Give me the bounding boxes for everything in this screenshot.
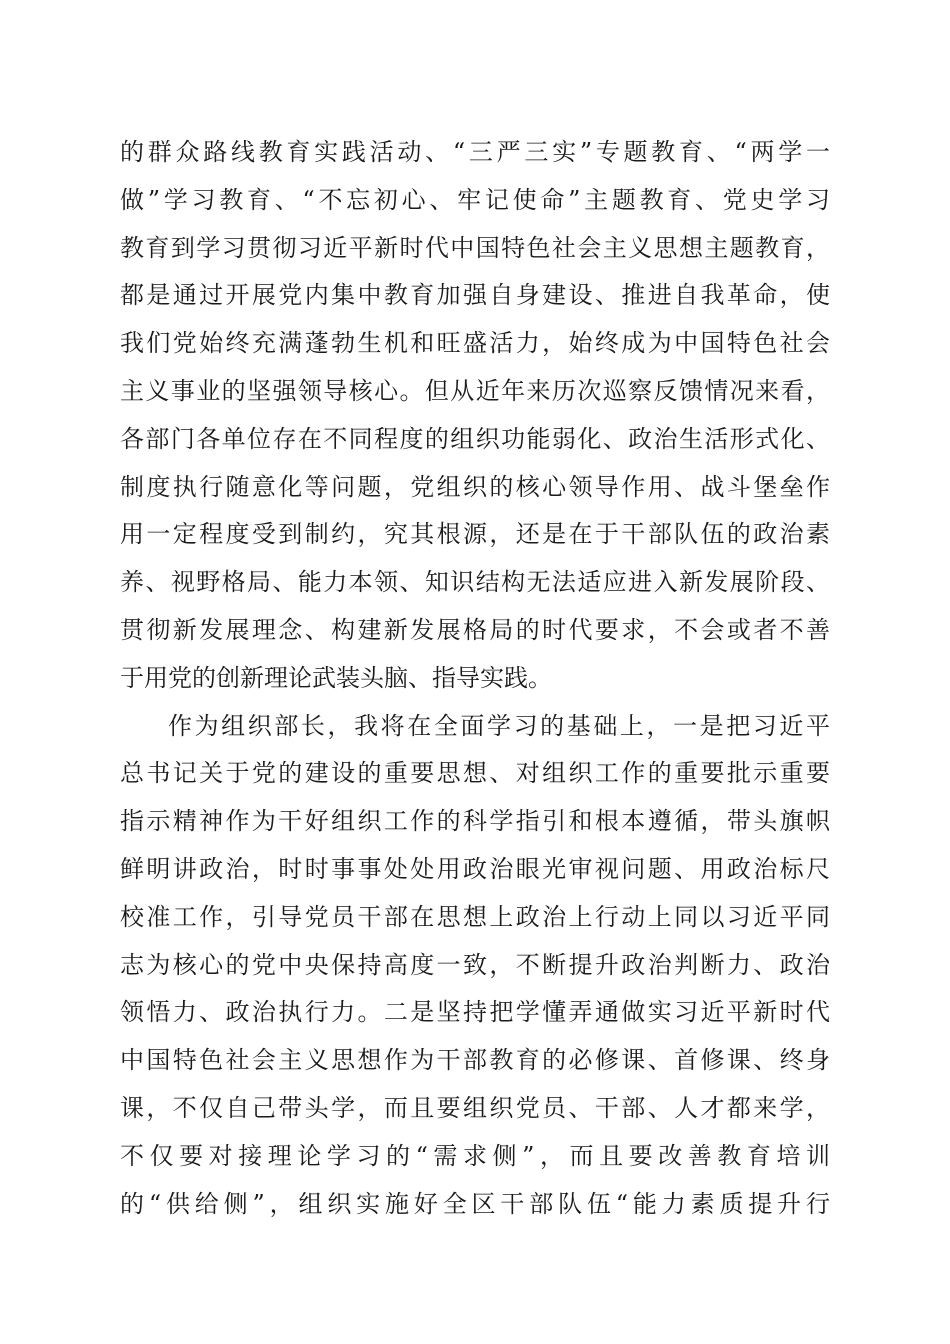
paragraph-1 — [120, 129, 830, 703]
text-line: 主义事业的坚强领导核心。但从近年来历次巡察反馈情况来看， — [120, 376, 830, 405]
text-line: 做”学习教育、“不忘初心、牢记使命”主题教育、党史学习 — [120, 185, 830, 214]
text-line: 指示精神作为干好组织工作的科学指引和根本遵循，带头旗帜 — [120, 807, 830, 836]
text-line: 志为核心的党中央保持高度一致，不断提升政治判断力、政治 — [120, 950, 830, 979]
document-body — [120, 129, 830, 1228]
text-line: 校准工作，引导党员干部在思想上政治上行动上同以习近平同 — [120, 902, 830, 931]
text-line: 课，不仅自己带头学，而且要组织党员、干部、人才都来学， — [120, 1093, 830, 1122]
text-line: 领悟力、政治执行力。二是坚持把学懂弄通做实习近平新时代 — [120, 998, 830, 1027]
text-line: 用一定程度受到制约，究其根源，还是在于干部队伍的政治素 — [120, 520, 830, 549]
text-line: 教育到学习贯彻习近平新时代中国特色社会主义思想主题教育， — [120, 233, 830, 262]
text-line: 鲜明讲政治，时时事事处处用政治眼光审视问题、用政治标尺 — [120, 854, 830, 883]
text-line: 各部门各单位存在不同程度的组织功能弱化、政治生活形式化、 — [120, 424, 830, 453]
text-line: 不仅要对接理论学习的“需求侧”，而且要改善教育培训 — [120, 1141, 830, 1170]
text-line: 都是通过开展党内集中教育加强自身建设、推进自我革命，使 — [120, 281, 830, 310]
text-line: 我们党始终充满蓬勃生机和旺盛活力，始终成为中国特色社会 — [120, 329, 830, 358]
text-line: 中国特色社会主义思想作为干部教育的必修课、首修课、终身 — [120, 1046, 830, 1075]
text-line: 总书记关于党的建设的重要思想、对组织工作的重要批示重要 — [120, 759, 830, 788]
text-line: 作为组织部长，我将在全面学习的基础上，一是把习近平 — [168, 711, 830, 740]
text-line: 的群众路线教育实践活动、“三严三实”专题教育、“两学一 — [120, 138, 830, 166]
text-line: 于用党的创新理论武装头脑、指导实践。 — [120, 663, 552, 692]
text-line: 养、视野格局、能力本领、知识结构无法适应进入新发展阶段、 — [120, 568, 830, 597]
text-line: 贯彻新发展理念、构建新发展格局的时代要求，不会或者不善 — [120, 615, 830, 644]
paragraph-2 — [120, 703, 830, 1229]
text-line: 的“供给侧”，组织实施好全区干部队伍“能力素质提升行 — [120, 1189, 830, 1218]
text-line: 制度执行随意化等问题，党组织的核心领导作用、战斗堡垒作 — [120, 472, 830, 501]
